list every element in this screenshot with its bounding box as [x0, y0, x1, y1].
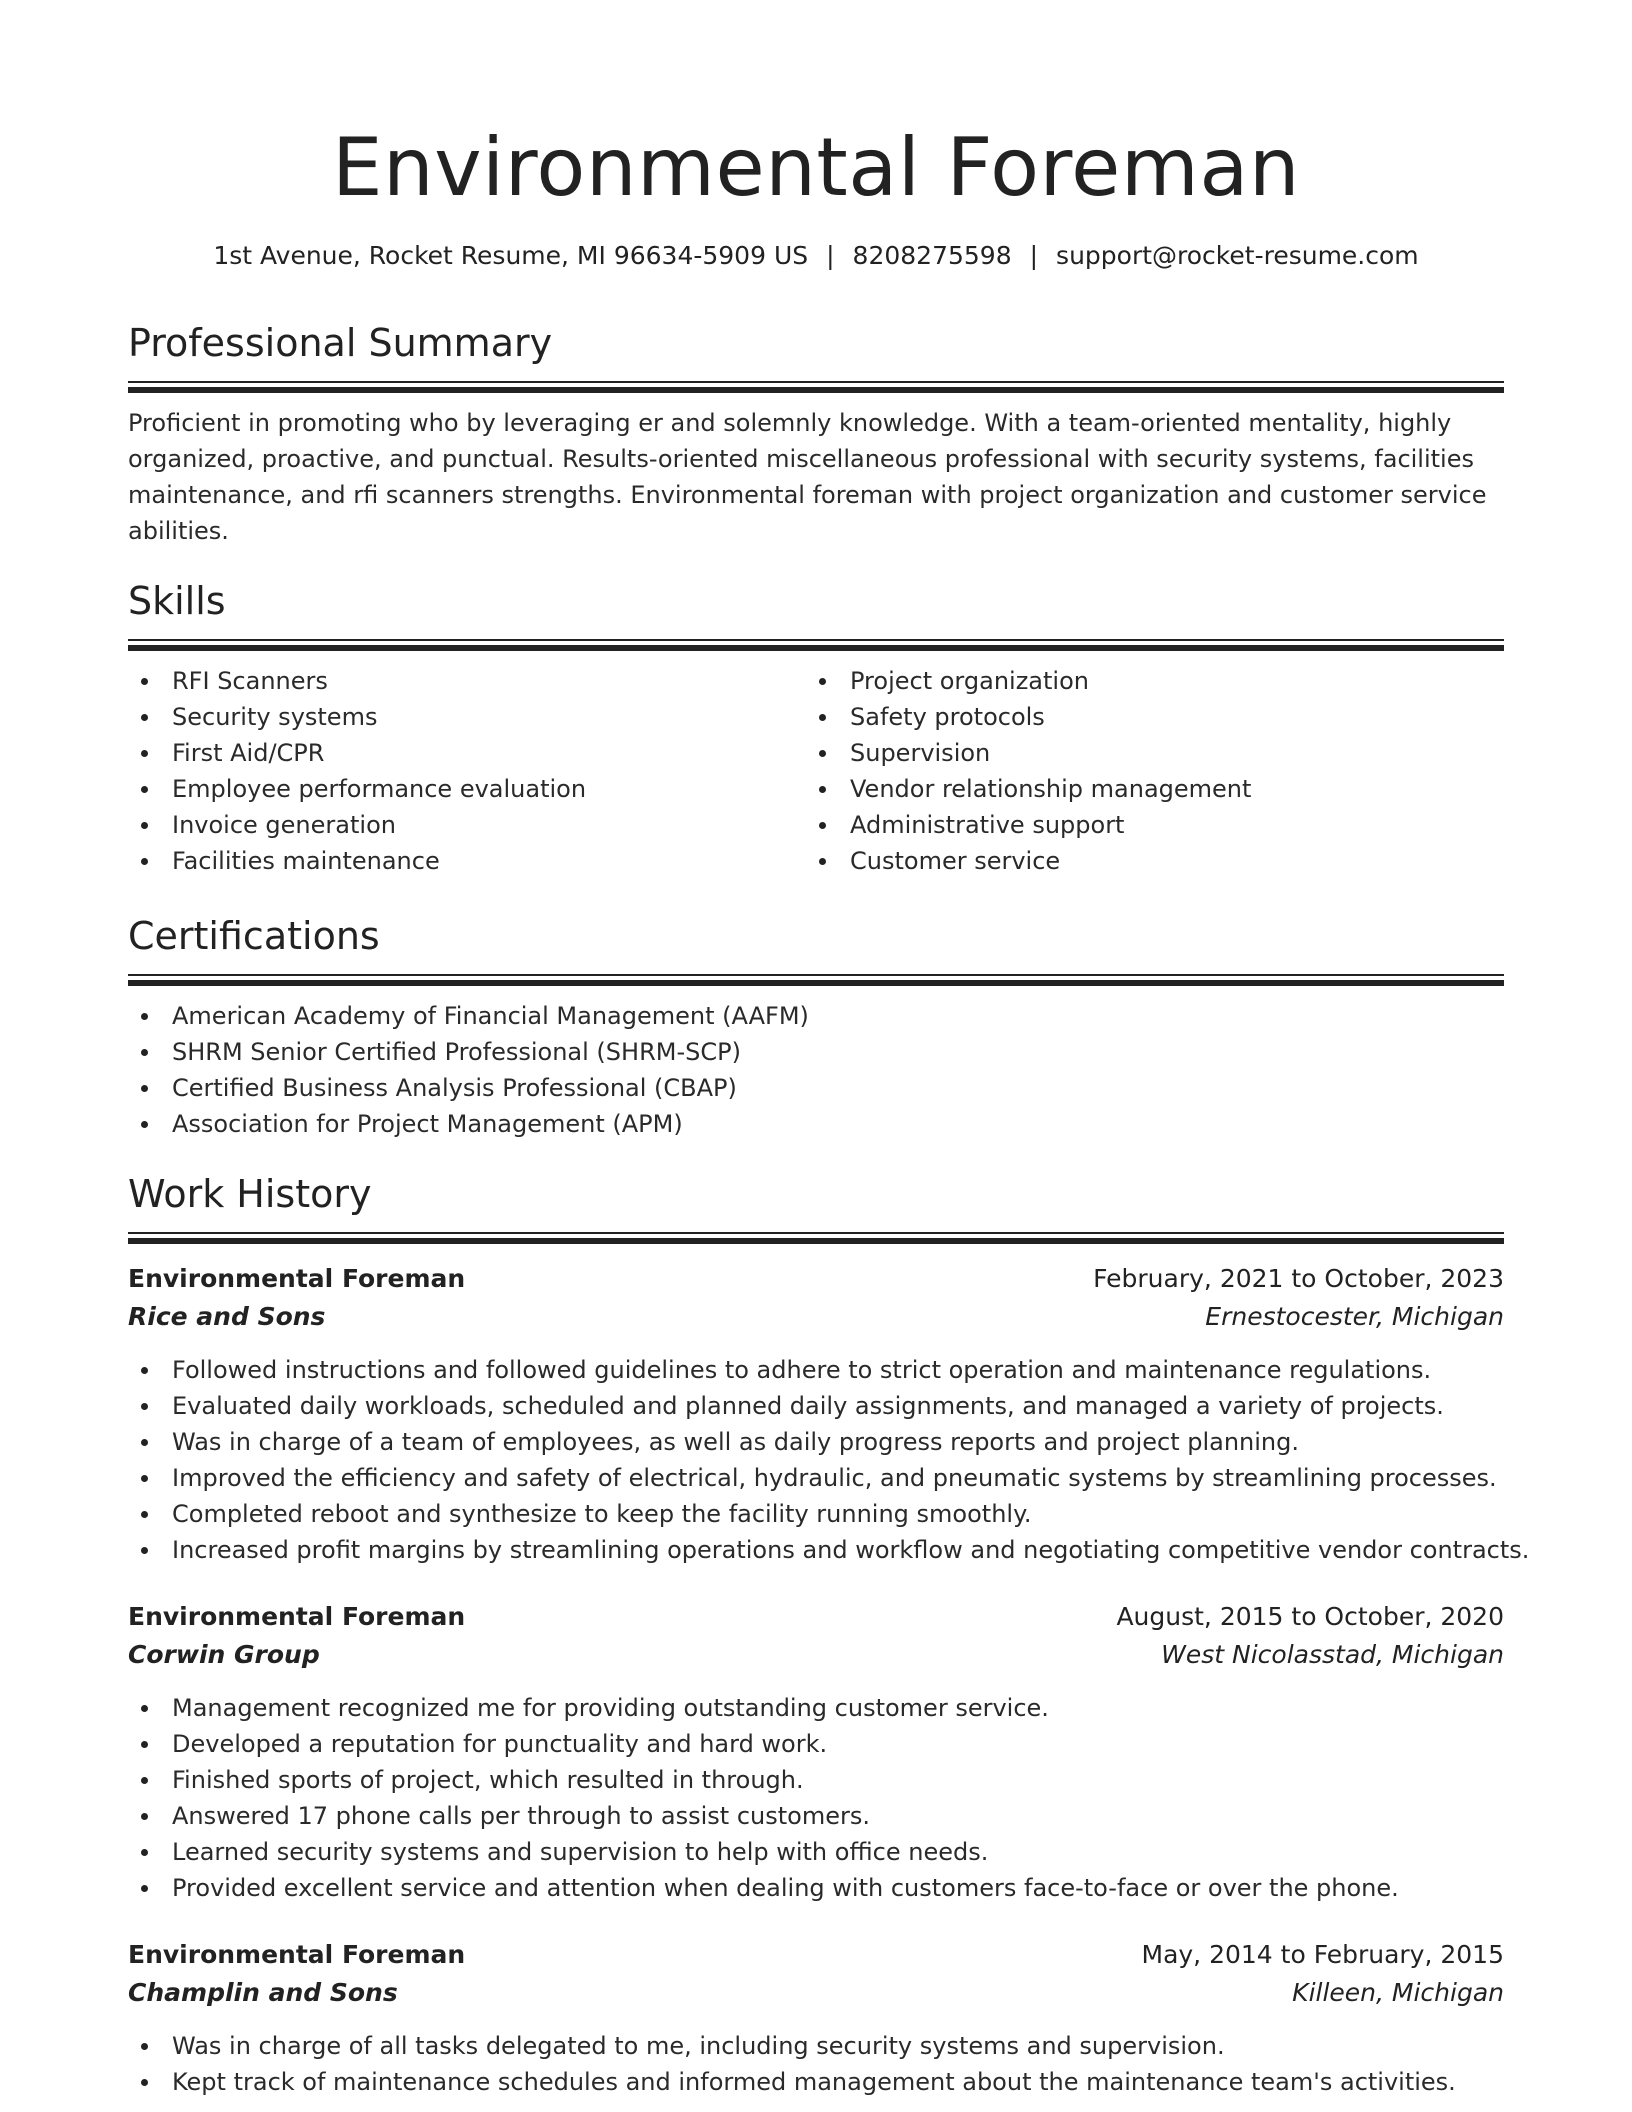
certification-item: American Academy of Financial Management (AAFM): [128, 998, 1504, 1034]
candidate-name: Environmental Foreman: [331, 121, 1301, 214]
job-bullets: [128, 1352, 1530, 1568]
job-dates: February, 2021 to October, 2023: [1093, 1264, 1504, 1293]
job-entry: [128, 1598, 1504, 1906]
skill-item: Customer service: [806, 843, 1484, 879]
skills-grid: [128, 663, 1504, 879]
job-bullet: Was in charge of a team of employees, as well as daily progress reports and project planning.: [128, 1424, 1504, 1460]
job-entry: [128, 1936, 1504, 2100]
certifications-list: [128, 998, 1504, 1142]
separator: |: [826, 241, 835, 270]
email-link[interactable]: support@rocket-resume.com: [1056, 241, 1419, 270]
section-divider: [128, 1232, 1504, 1244]
skills-section: [128, 575, 1504, 879]
job-header-row: [128, 1936, 1504, 1974]
job-bullet: Management recognized me for providing outstanding customer service.: [128, 1690, 1504, 1726]
job-entry: [128, 1260, 1530, 1568]
section-title: Certifications: [128, 914, 380, 958]
section-title: Professional Summary: [128, 321, 553, 365]
job-title: Environmental Foreman: [128, 1602, 466, 1631]
skill-item: Project organization: [806, 663, 1484, 699]
skill-item: Administrative support: [806, 807, 1484, 843]
skill-item: First Aid/CPR: [128, 735, 806, 771]
section-divider: [128, 974, 1504, 986]
job-bullets: [128, 2028, 1504, 2100]
section-divider: [128, 381, 1504, 393]
job-bullet: Increased profit margins by streamlining operations and workflow and negotiating competitive vendor contracts.: [128, 1532, 1504, 1568]
separator: |: [1029, 241, 1039, 270]
skill-item: Invoice generation: [128, 807, 806, 843]
skill-item: Employee performance evaluation: [128, 771, 806, 807]
job-bullet: Answered 17 phone calls per through to assist customers.: [128, 1798, 1504, 1834]
job-header-row: [128, 1598, 1504, 1636]
job-title: Environmental Foreman: [128, 1264, 466, 1293]
section-title: Work History: [128, 1172, 372, 1216]
job-title: Environmental Foreman: [128, 1940, 466, 1969]
skills-left-list: [128, 663, 806, 879]
skills-right-list: [806, 663, 1484, 879]
job-dates: May, 2014 to February, 2015: [1141, 1940, 1504, 1969]
job-company-row: [128, 1298, 1504, 1336]
section-title: Skills: [128, 579, 226, 623]
certification-item: Certified Business Analysis Professional (CBAP): [128, 1070, 1504, 1106]
job-location: Killeen, Michigan: [1292, 1978, 1504, 2007]
certification-item: SHRM Senior Certified Professional (SHRM-SCP): [128, 1034, 1504, 1070]
skill-item: Security systems: [128, 699, 806, 735]
section-divider: [128, 639, 1504, 651]
job-bullet: Learned security systems and supervision to help with office needs.: [128, 1834, 1504, 1870]
job-bullet: Evaluated daily workloads, scheduled and planned daily assignments, and managed a variety of projects.: [128, 1388, 1504, 1424]
phone: 8208275598: [852, 241, 1012, 270]
job-bullet: Provided excellent service and attention when dealing with customers face-to-face or over the phone.: [128, 1870, 1504, 1906]
job-location: West Nicolasstad, Michigan: [1161, 1640, 1504, 1669]
job-company: Rice and Sons: [128, 1302, 326, 1331]
skill-item: Safety protocols: [806, 699, 1484, 735]
work-history-section: [128, 1168, 1530, 2100]
job-bullet: Completed reboot and synthesize to keep the facility running smoothly.: [128, 1496, 1504, 1532]
certification-item: Association for Project Management (APM): [128, 1106, 1504, 1142]
job-header-row: [128, 1260, 1504, 1298]
summary-text: Proficient in promoting who by leveraging er and solemnly knowledge. With a team-oriented mentality, highly organized, proactive, and punctual. Results-oriented miscellaneous professional with security systems, facilities maintenance, and rfi scanners strengths. Environmental foreman with project organization and customer service abilities.: [128, 409, 1487, 545]
job-bullets: [128, 1690, 1504, 1906]
job-bullet: Was in charge of all tasks delegated to me, including security systems and supervision.: [128, 2028, 1504, 2064]
job-company: Corwin Group: [128, 1640, 320, 1669]
skill-item: Facilities maintenance: [128, 843, 806, 879]
job-location: Ernestocester, Michigan: [1205, 1302, 1504, 1331]
skill-item: Supervision: [806, 735, 1484, 771]
job-company-row: [128, 1636, 1504, 1674]
job-bullet: Finished sports of project, which resulted in through.: [128, 1762, 1504, 1798]
job-company: Champlin and Sons: [128, 1978, 398, 2007]
job-bullet: Kept track of maintenance schedules and informed management about the maintenance team's activities.: [128, 2064, 1504, 2100]
job-dates: August, 2015 to October, 2020: [1116, 1602, 1504, 1631]
job-bullet: Improved the efficiency and safety of electrical, hydraulic, and pneumatic systems by streamlining processes.: [128, 1460, 1504, 1496]
job-company-row: [128, 1974, 1504, 2012]
summary-section: [128, 317, 1504, 549]
skill-item: Vendor relationship management: [806, 771, 1484, 807]
address: 1st Avenue, Rocket Resume, MI 96634-5909 US: [213, 241, 809, 270]
skill-item: RFI Scanners: [128, 663, 806, 699]
contact-line: [128, 236, 1504, 276]
job-bullet: Followed instructions and followed guidelines to adhere to strict operation and maintenance regulations.: [128, 1352, 1504, 1388]
job-bullet: Developed a reputation for punctuality and hard work.: [128, 1726, 1504, 1762]
certifications-section: [128, 910, 1504, 1142]
